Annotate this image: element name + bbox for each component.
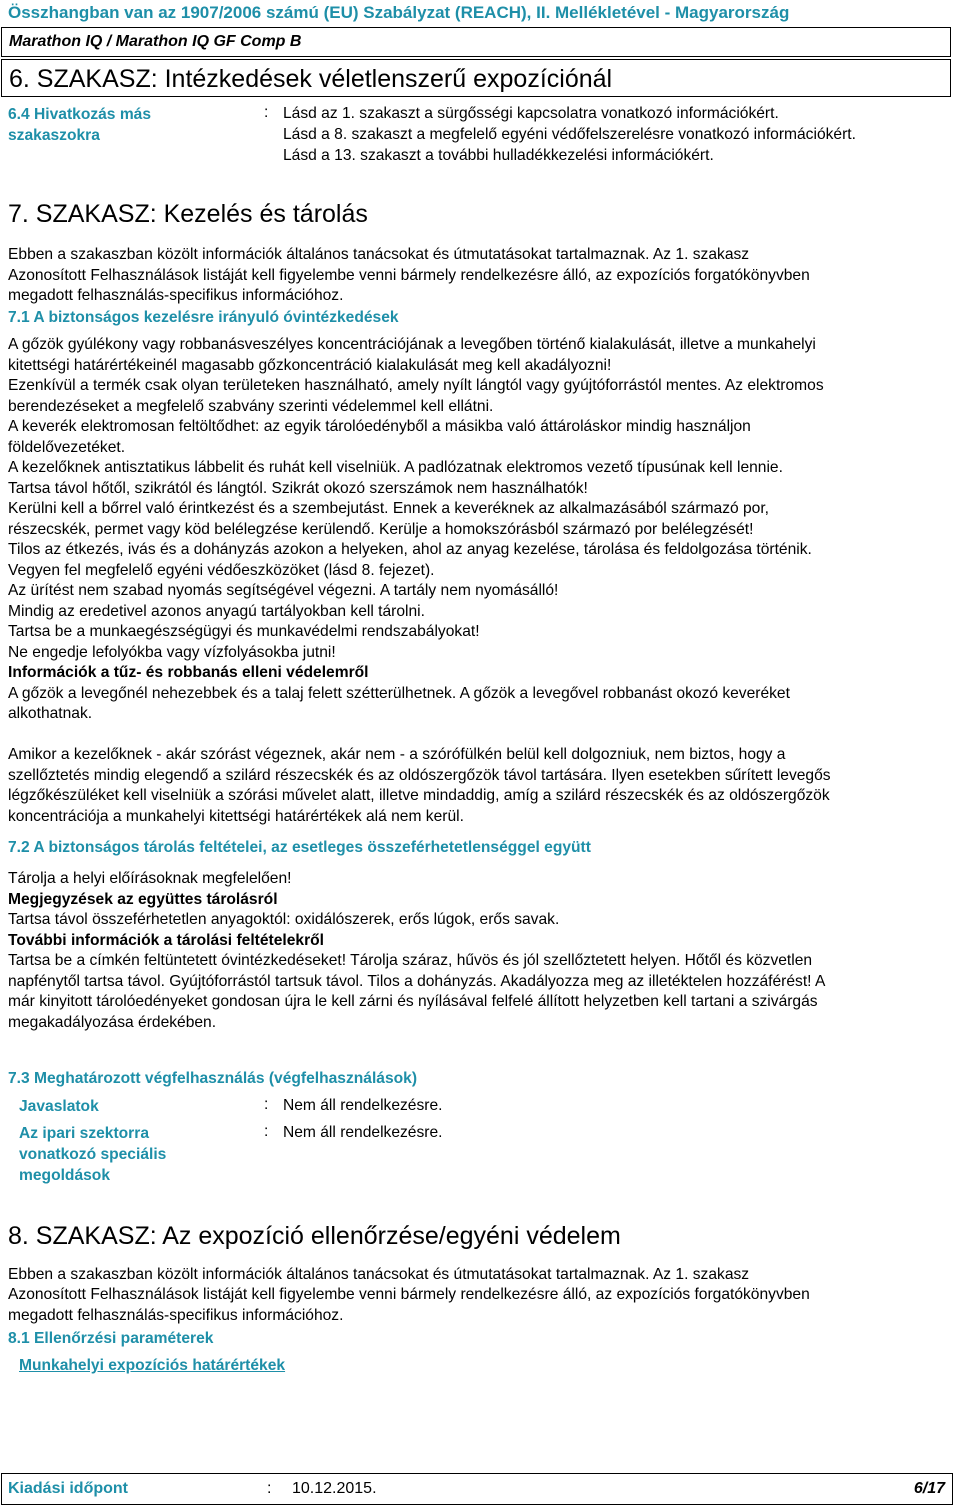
s71-line: Az ürítést nem szabad nyomás segítségével végezni. A tartály nem nyomásálló!	[8, 582, 559, 599]
product-name-box	[1, 27, 951, 57]
spray-booth-paragraph	[8, 745, 831, 827]
storage-line: Tartsa be a címkén feltüntetett óvintézkedéseket! Tárolja száraz, hűvös és jól szellőztetett helyen. Hőtől és közvetlen	[8, 952, 813, 969]
exposure-limits-link[interactable]: Munkahelyi expozíciós határértékek	[19, 1357, 286, 1374]
section-8-intro-2: Azonosított Felhasználások listáját kell figyelembe venni bármely rendelkezésre álló, az expozíciós forgatókönyvben	[8, 1286, 810, 1303]
s71-line: kitettségi határértékeinél magasabb gőzkoncentráció kialakulását meg kell akadályozni!	[8, 356, 612, 374]
joint-storage-text: Tartsa távol összeférhetetlen anyagoktól: oxidálószerek, erős lúgok, erős savak.	[8, 911, 560, 928]
spray-line: koncentrációja a munkahelyi kitettségi határértékek alá nem kerül.	[8, 807, 464, 825]
s71-line: Ezenkívül a termék csak olyan területeken használható, amely nyílt lángtól vagy gyújtóforrástól mentes. Az elektromos	[8, 377, 824, 394]
section-8-intro-3: megadott felhasználás-specifikus információhoz.	[8, 1307, 344, 1324]
section-7-1-body	[8, 335, 824, 725]
fire-line: A gőzök a levegőnél nehezebbek és a talaj felett szétterülhetnek. A gőzök a levegővel robbanást okozó keveréket	[8, 684, 790, 702]
issue-date-label: Kiadási időpont	[8, 1480, 128, 1497]
spray-line: légzőkészüléket kell viselniük a szórási művelet alatt, illetve mindaddig, amíg a szilárd részecskék és az oldószergőzök	[8, 787, 830, 804]
recommendations-label: Javaslatok	[19, 1098, 99, 1115]
section-6-title: 6. SZAKASZ: Intézkedések véletlenszerű expozíciónál	[9, 65, 613, 93]
industry-solutions-colon: :	[264, 1123, 269, 1140]
s71-line: A kezelőknek antisztatikus lábbelit és ruhát kell viselniük. A padlózatnak elektromos vezető típusúnak kell lennie.	[8, 459, 783, 476]
s71-line: Tartsa távol hőtől, szikrától és lángtól. Szikrát okozó szerszámok nem használhatók!	[8, 479, 588, 497]
industry-solutions-label-2: vonatkozó speciális	[19, 1146, 167, 1163]
issue-date-colon: :	[267, 1480, 272, 1497]
section-7-2-body	[8, 869, 825, 1033]
section-7-intro-2: Azonosított Felhasználások listáját kell figyelembe venni bármely rendelkezésre álló, az expozíciós forgatókönyvben	[8, 267, 810, 284]
fire-line: alkothatnak.	[8, 705, 93, 722]
issue-date-value: 10.12.2015.	[292, 1480, 377, 1497]
s71-line: Tartsa be a munkaegészségügyi és munkavédelmi rendszabályokat!	[8, 623, 480, 640]
s71-line: A gőzök gyúlékony vagy robbanásveszélyes koncentrációjának a levegőben történő kialakulását, illetve a munkahelyi	[8, 336, 816, 353]
fire-protection-title: Információk a tűz- és robbanás elleni védelemről	[8, 664, 369, 681]
storage-line: napfénytől tartsa távol. Gyújtóforrástól tartsuk távol. Tilos a dohányzás. Akadályozza meg az illetéktelen hozzáférést! A	[8, 972, 826, 990]
joint-storage-title: Megjegyzések az együttes tárolásról	[8, 890, 278, 908]
product-name: Marathon IQ / Marathon IQ GF Comp B	[9, 33, 302, 50]
section-6-4-label-line1: 6.4 Hivatkozás más	[8, 106, 152, 123]
section-7-3-title: 7.3 Meghatározott végfelhasználás (végfelhasználások)	[8, 1070, 418, 1087]
storage-line: már kinyitott tárolóedényeket gondosan újra le kell zárni és nyílásával felfelé állított helyzetben kell tartani a szivárgás	[8, 993, 818, 1010]
regulation-title: Összhangban van az 1907/2006 számú (EU) Szabályzat (REACH), II. Mellékletével - Magyarország	[8, 3, 790, 22]
section-7-1-title: 7.1 A biztonságos kezelésre irányuló óvintézkedések	[8, 309, 399, 326]
ref-line-1: Lásd az 1. szakaszt a sürgősségi kapcsolatra vonatkozó információkért.	[283, 105, 779, 122]
industry-solutions-value: Nem áll rendelkezésre.	[283, 1124, 443, 1141]
section-8-intro-1: Ebben a szakaszban közölt információk általános tanácsokat és útmutatásokat tartalmaznak. Az 1. szakasz	[8, 1266, 750, 1283]
s71-line: földelővezetéket.	[8, 438, 126, 456]
section-8-title: 8. SZAKASZ: Az expozíció ellenőrzése/egyéni védelem	[8, 1222, 621, 1250]
s71-line: Vegyen fel megfelelő egyéni védőeszközöket (lásd 8. fejezet).	[8, 561, 435, 579]
recommendations-colon: :	[264, 1096, 269, 1113]
recommendations-value: Nem áll rendelkezésre.	[283, 1097, 443, 1114]
page-number: 6/17	[913, 1480, 945, 1497]
s71-line: Tilos az étkezés, ivás és a dohányzás azokon a helyeken, ahol az anyag kezelése, tárolása és feldolgozása történik.	[8, 541, 812, 558]
section-7-intro-1: Ebben a szakaszban közölt információk általános tanácsokat és útmutatásokat tartalmaznak. Az 1. szakasz	[8, 246, 750, 263]
s71-line: berendezéseket a megfelelő szabvány szerinti védelemmel kell ellátni.	[8, 397, 494, 415]
section-8-1-title: 8.1 Ellenőrzési paraméterek	[8, 1330, 214, 1347]
s71-line: Kerülni kell a bőrrel való érintkezést és a szembejutást. Ennek a keveréknek az alkalmazásából származó por,	[8, 500, 770, 517]
section-6-4-label-line2: szakaszokra	[8, 127, 100, 144]
storage-line: megakadályozása érdekében.	[8, 1013, 217, 1031]
s71-line: részecskék, permet vagy köd belélegzése kerülendő. Kerülje a homokszórásból származó por belélegzését!	[8, 520, 754, 538]
ref-line-3: Lásd a 13. szakaszt a további hulladékkezelési információkért.	[283, 147, 714, 164]
footer	[1, 1473, 953, 1505]
spray-line: Amikor a kezelőknek - akár szórást végeznek, akár nem - a szórófülkén belül kell dolgozniuk, nem biztos, hogy a	[8, 746, 786, 763]
section-7-title: 7. SZAKASZ: Kezelés és tárolás	[8, 200, 368, 228]
s72-line: Tárolja a helyi előírásoknak megfelelően!	[8, 870, 292, 887]
section-7-2-title: 7.2 A biztonságos tárolás feltételei, az esetleges összeférhetetlenséggel együtt	[8, 839, 591, 856]
s71-line: Mindig az eredetivel azonos anyagú tartályokban kell tárolni.	[8, 602, 425, 620]
s71-line: A keverék elektromosan feltöltődhet: az egyik tárolóedényből a másikba való áttároláskor mindig használjon	[8, 418, 751, 435]
section-6-header	[1, 59, 951, 97]
section-7-intro-3: megadott felhasználás-specifikus információhoz.	[8, 287, 344, 304]
spray-line: szellőztetés mindig elegendő a szilárd részecskék és az oldószergőzök távol tartására. Ilyen esetekben sűrített levegős	[8, 766, 831, 784]
industry-solutions-label-1: Az ipari szektorra	[19, 1125, 149, 1142]
ref-line-2: Lásd a 8. szakaszt a megfelelő egyéni védőfelszerelésre vonatkozó információkért.	[283, 126, 856, 143]
storage-info-title: További információk a tárolási feltételekről	[8, 931, 325, 949]
s71-line: Ne engedje lefolyókba vagy vízfolyásokba jutni!	[8, 643, 336, 661]
industry-solutions-label-3: megoldások	[19, 1167, 110, 1184]
section-6-4-colon: :	[264, 104, 269, 121]
